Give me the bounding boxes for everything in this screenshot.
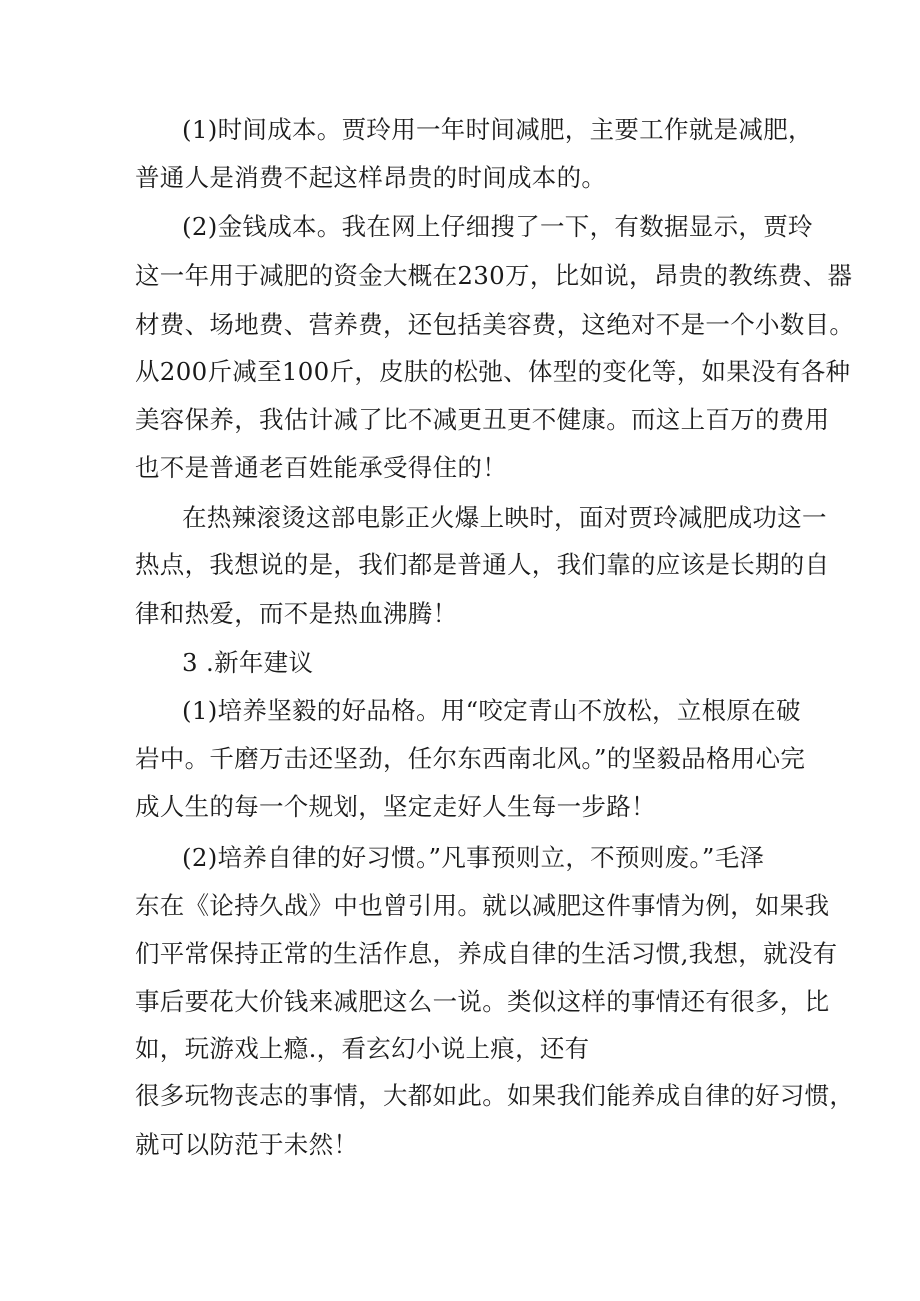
paragraph-money-cost-line-3: 材费、场地费、营养费，还包括美容费，这绝对不是一个小数目。: [135, 310, 855, 339]
paragraph-perseverance-line-3: 成人生的每一个规划，坚定走好人生每一步路！: [135, 792, 656, 821]
paragraph-time-cost-line-1: (1)时间成本。贾玲用一年时间减肥，主要工作就是减肥，: [182, 115, 813, 144]
paragraph-self-discipline-line-4: 事后要花大价钱来减肥这么一说。类似这样的事情还有很多，比: [135, 987, 830, 1016]
paragraph-perseverance-line-2: 岩中。千磨万击还坚劲，任尔东西南北风。”的坚毅品格用心完: [135, 744, 806, 773]
paragraph-money-cost-line-2: 这一年用于减肥的资金大概在230万，比如说，昂贵的教练费、器: [135, 261, 853, 290]
paragraph-money-cost-line-1: (2)金钱成本。我在网上仔细搜了一下，有数据显示，贾玲: [182, 212, 813, 241]
paragraph-self-discipline-line-1: (2)培养自律的好习惯。”凡事预则立，不预则废。”毛泽: [182, 843, 765, 872]
paragraph-movie-line-2: 热点，我想说的是，我们都是普通人，我们靠的应该是长期的自: [135, 550, 830, 579]
paragraph-movie-line-3: 律和热爱，而不是热血沸腾！: [135, 599, 458, 628]
paragraph-money-cost-line-5: 美容保养，我估计减了比不减更丑更不健康。而这上百万的费用: [135, 405, 830, 434]
paragraph-self-discipline-line-3: 们平常保持正常的生活作息，养成自律的生活习惯,我想，就没有: [135, 939, 838, 968]
paragraph-money-cost-line-6: 也不是普通老百姓能承受得住的！: [135, 453, 507, 482]
paragraph-self-discipline-line-2: 东在《论持久战》中也曾引用。就以减肥这件事情为例，如果我: [135, 891, 830, 920]
paragraph-self-discipline-line-6: 很多玩物丧志的事情，大都如此。如果我们能养成自律的好习惯，: [135, 1081, 855, 1110]
paragraph-perseverance-line-1: (1)培养坚毅的好品格。用“咬定青山不放松，立根原在破: [182, 696, 801, 725]
paragraph-self-discipline-line-7: 就可以防范于未然！: [135, 1130, 359, 1159]
paragraph-time-cost-line-2: 普通人是消费不起这样昂贵的时间成本的。: [135, 163, 607, 192]
paragraph-money-cost-line-4: 从200斤减至100斤，皮肤的松弛、体型的变化等，如果没有各种: [135, 357, 851, 386]
paragraph-movie-line-1: 在热辣滚烫这部电影正火爆上映时，面对贾玲减肥成功这一: [182, 503, 827, 532]
paragraph-self-discipline-line-5: 如，玩游戏上瘾.，看玄幻小说上痕，还有: [135, 1034, 590, 1063]
section-heading-new-year-advice: 3 .新年建议: [182, 648, 314, 677]
